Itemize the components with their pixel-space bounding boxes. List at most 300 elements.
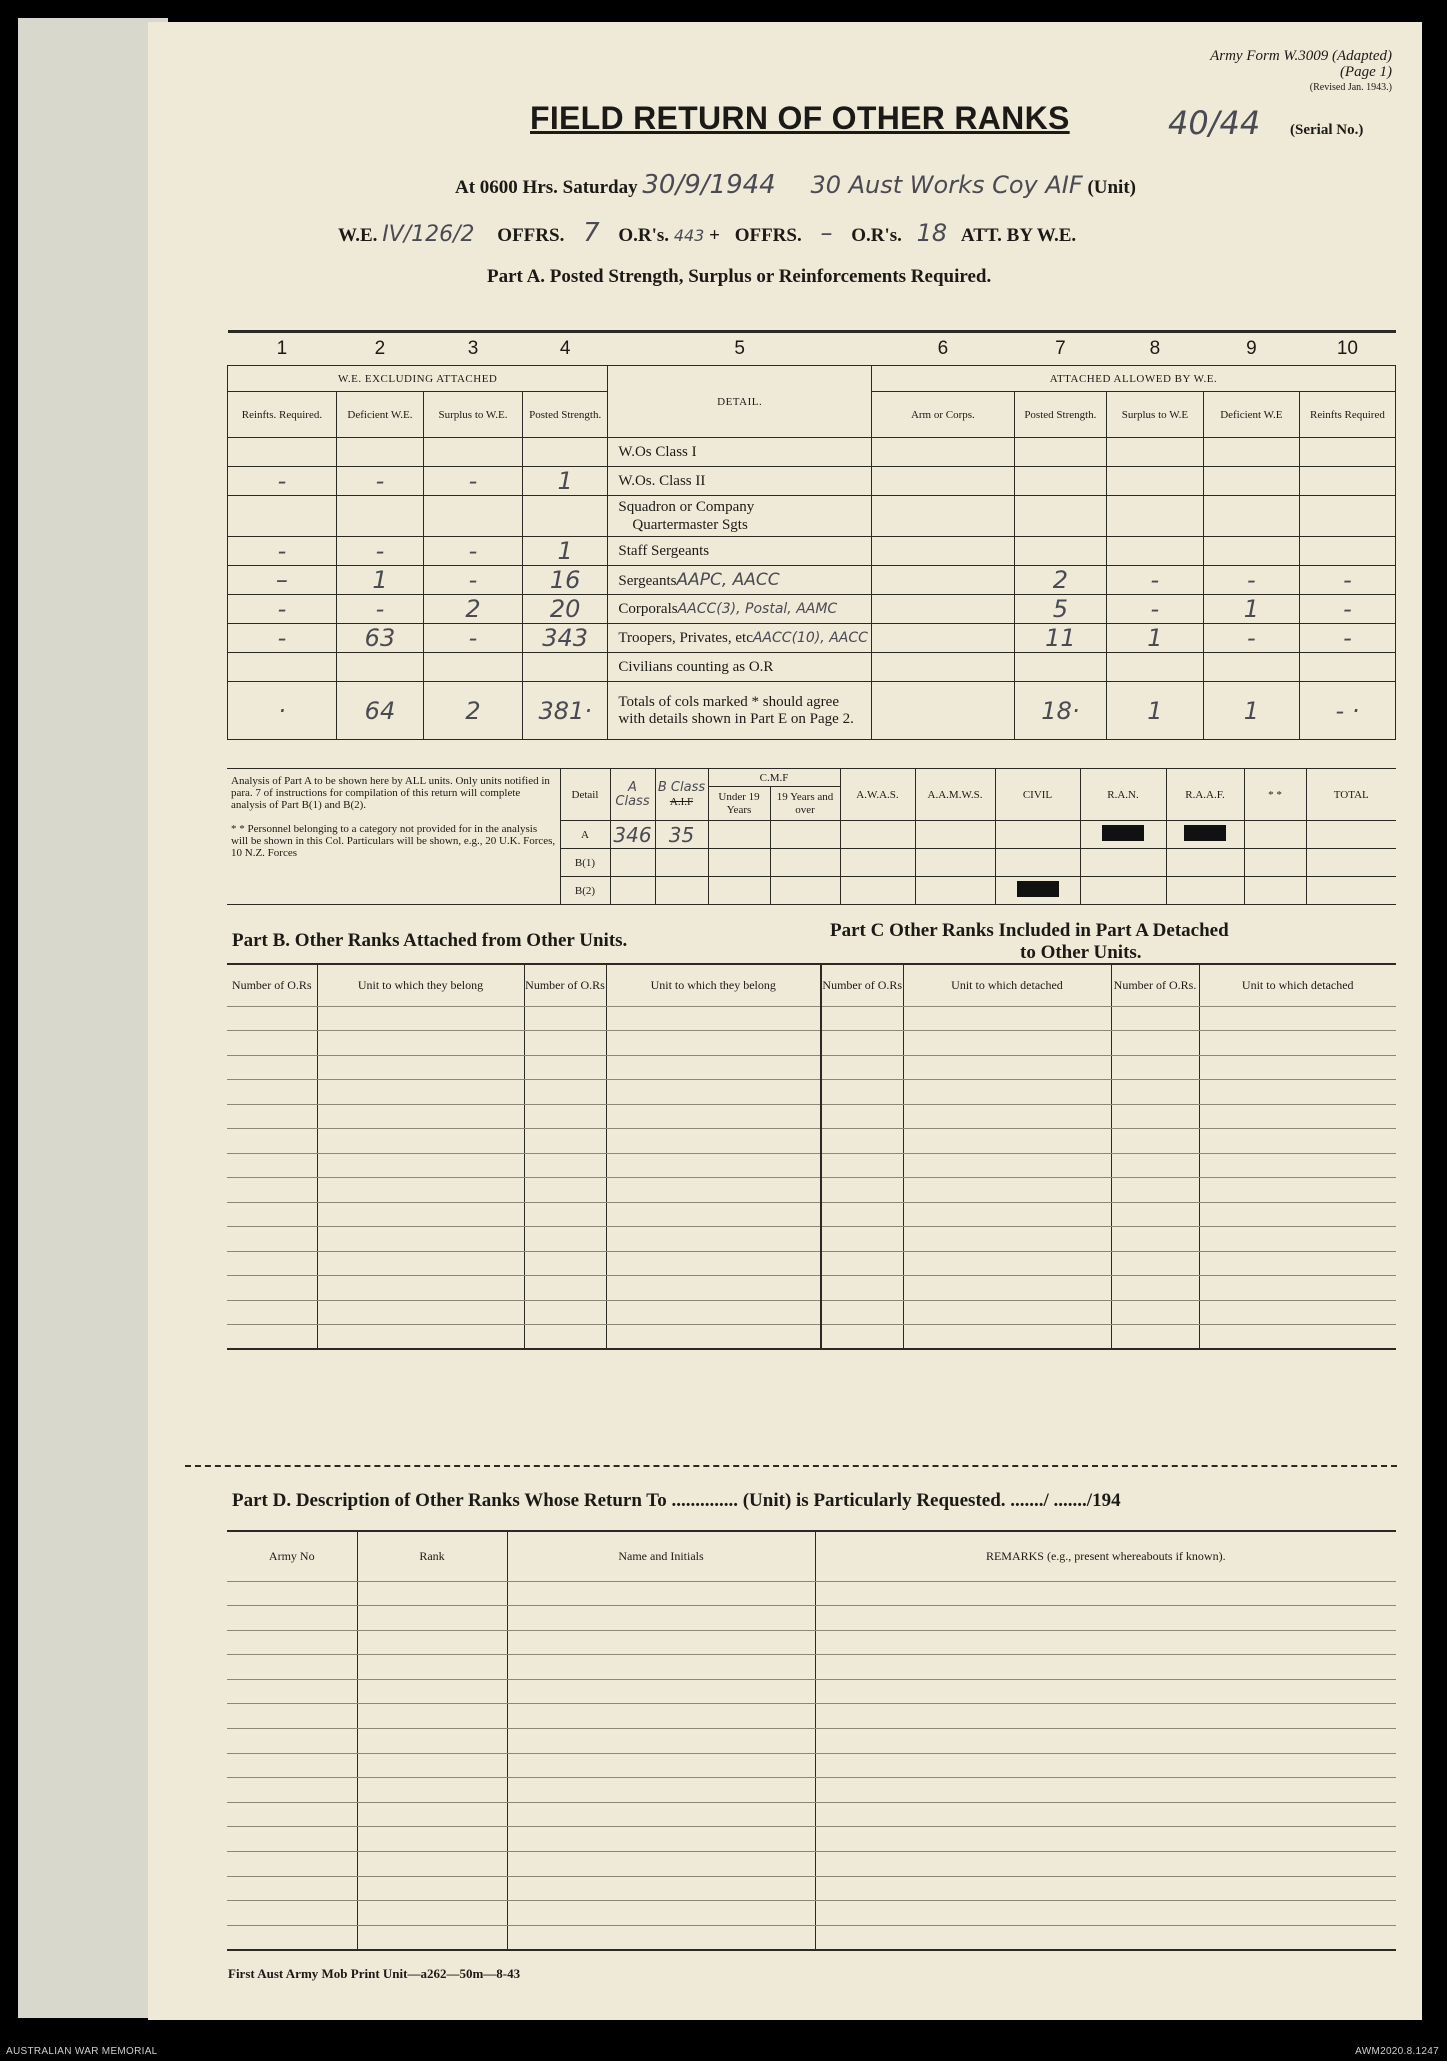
blank-cell — [524, 1178, 606, 1203]
cell — [840, 821, 915, 849]
blank-cell — [507, 1876, 815, 1901]
detail-cell: Staff Sergeants — [608, 537, 872, 566]
blank-cell — [903, 1325, 1111, 1350]
cell — [1080, 877, 1166, 905]
blank-cell — [821, 1202, 903, 1227]
blank-cell — [507, 1802, 815, 1827]
col-number: 6 — [871, 332, 1014, 366]
cell: - — [1106, 595, 1203, 624]
cell: - — [1106, 566, 1203, 595]
page-label: (Page 1) — [1339, 64, 1392, 80]
blank-cell — [1199, 1300, 1396, 1325]
blank-cell — [1111, 1031, 1199, 1056]
blank-cell — [227, 1227, 317, 1252]
blank-cell — [227, 1325, 317, 1350]
blank-row — [227, 1325, 1396, 1350]
blank-cell — [357, 1679, 507, 1704]
blank-cell — [1111, 1251, 1199, 1276]
group-we-excluding: W.E. EXCLUDING ATTACHED — [228, 366, 608, 392]
cell — [871, 438, 1014, 467]
blank-cell — [227, 1581, 357, 1606]
over19-label: 19 Years and over — [770, 787, 840, 821]
part-c-title-line: to Other Units. — [1020, 942, 1142, 963]
cell — [424, 496, 523, 537]
blank-cell — [357, 1802, 507, 1827]
part-a-table — [227, 330, 1396, 740]
we-handwritten: IV/126/2 — [382, 222, 475, 247]
detail-label: Troopers, Privates, etc — [618, 629, 753, 646]
cell: 63 — [336, 624, 423, 653]
cell — [424, 653, 523, 682]
cell: - — [228, 467, 337, 496]
blank-cell — [507, 1753, 815, 1778]
table-row — [228, 467, 1396, 496]
blank-cell — [317, 1227, 524, 1252]
blank-cell — [1199, 1129, 1396, 1154]
blank-cell — [815, 1876, 1396, 1901]
cell: 5 — [1014, 595, 1106, 624]
detail-line: Quartermaster Sgts — [632, 517, 748, 533]
cell — [522, 438, 608, 467]
blank-cell — [821, 1178, 903, 1203]
cell — [610, 877, 655, 905]
analysis-note: * * Personnel belonging to a category not provided for in the analysis will be shown in this Col. Particulars will be shown, e.g., 20 U.K. Forces, 10 N.Z. Forces — [231, 823, 556, 859]
blank-cell — [317, 1153, 524, 1178]
table-row — [228, 566, 1396, 595]
detail-cell: Civilians counting as O.R — [608, 653, 872, 682]
blank-cell — [317, 1080, 524, 1105]
blank-cell — [357, 1606, 507, 1631]
offrs2-label: OFFRS. — [734, 225, 802, 246]
ors2-label: O.R's. — [851, 225, 902, 246]
blank-cell — [357, 1901, 507, 1926]
blank-cell — [1199, 1178, 1396, 1203]
cell — [1014, 467, 1106, 496]
blank-cell — [357, 1852, 507, 1877]
cell — [1299, 653, 1395, 682]
cell — [1166, 877, 1244, 905]
cell — [522, 496, 608, 537]
blank-cell — [1111, 1178, 1199, 1203]
blank-row — [227, 1606, 1396, 1631]
cell — [655, 849, 708, 877]
part-d-header-row — [227, 1531, 1396, 1581]
cell: - — [336, 467, 423, 496]
blank-cell — [1111, 1055, 1199, 1080]
blank-cell — [606, 1251, 821, 1276]
col-number: 2 — [336, 332, 423, 366]
blank-cell — [227, 1704, 357, 1729]
row-label: A — [560, 821, 610, 849]
blank-row — [227, 1630, 1396, 1655]
cell — [1306, 849, 1396, 877]
blank-cell — [815, 1581, 1396, 1606]
blank-cell — [507, 1729, 815, 1754]
blank-row — [227, 1876, 1396, 1901]
blank-cell — [357, 1729, 507, 1754]
cell — [915, 877, 995, 905]
col-header: Unit to which detached — [903, 964, 1111, 1006]
blank-row — [227, 1300, 1396, 1325]
blank-cell — [606, 1178, 821, 1203]
cell — [770, 821, 840, 849]
blank-cell — [1199, 1080, 1396, 1105]
offrs-handwritten: 7 — [583, 218, 600, 248]
blank-cell — [821, 1031, 903, 1056]
blank-cell — [227, 1055, 317, 1080]
blank-row — [227, 1729, 1396, 1754]
col-header: Deficient W.E. — [336, 392, 423, 438]
blank-cell — [507, 1827, 815, 1852]
blank-row — [227, 1827, 1396, 1852]
raaf-label: R.A.A.F. — [1166, 769, 1244, 821]
table-row — [228, 595, 1396, 624]
blank-cell — [227, 1655, 357, 1680]
cell — [871, 624, 1014, 653]
analysis-table — [227, 768, 1396, 905]
blank-cell — [821, 1055, 903, 1080]
col-header: Posted Strength. — [522, 392, 608, 438]
cell: 1 — [1203, 682, 1299, 740]
blank-cell — [606, 1129, 821, 1154]
col-header: Arm or Corps. — [871, 392, 1014, 438]
blank-cell — [903, 1129, 1111, 1154]
blank-cell — [227, 1778, 357, 1803]
blank-cell — [606, 1055, 821, 1080]
cell: 1 — [336, 566, 423, 595]
blank-cell — [227, 1104, 317, 1129]
blank-cell — [357, 1778, 507, 1803]
blank-row — [227, 1006, 1396, 1031]
blank-cell — [524, 1227, 606, 1252]
cell: – — [228, 566, 337, 595]
blank-row — [227, 1901, 1396, 1926]
blank-cell — [317, 1251, 524, 1276]
cell — [1014, 496, 1106, 537]
cell — [871, 566, 1014, 595]
blank-cell — [357, 1704, 507, 1729]
col-number: 1 — [228, 332, 337, 366]
date-handwritten: 30/9/1944 — [642, 170, 776, 200]
col-number: 8 — [1106, 332, 1203, 366]
blank-row — [227, 1153, 1396, 1178]
blank-cell — [606, 1031, 821, 1056]
blank-cell — [227, 1251, 317, 1276]
col-header: Rank — [357, 1531, 507, 1581]
blank-cell — [507, 1704, 815, 1729]
cell — [1106, 653, 1203, 682]
cell: 2 — [424, 595, 523, 624]
blank-cell — [821, 1300, 903, 1325]
blank-cell — [821, 1104, 903, 1129]
blank-cell — [1199, 1325, 1396, 1350]
blank-cell — [524, 1276, 606, 1301]
blank-cell — [1199, 1153, 1396, 1178]
blank-cell — [227, 1202, 317, 1227]
detail-header: DETAIL. — [608, 366, 872, 438]
cell: - — [336, 537, 423, 566]
blank-cell — [606, 1227, 821, 1252]
cell — [424, 438, 523, 467]
blank-row — [227, 1202, 1396, 1227]
cell: - — [424, 467, 523, 496]
cell: - — [1299, 624, 1395, 653]
blank-cell — [815, 1901, 1396, 1926]
cell: - — [424, 566, 523, 595]
ran-label: R.A.N. — [1080, 769, 1166, 821]
cell — [1203, 537, 1299, 566]
cell: - — [1299, 595, 1395, 624]
offrs-label: OFFRS. — [497, 225, 565, 246]
cell — [871, 653, 1014, 682]
col-number: 9 — [1203, 332, 1299, 366]
detail-cell — [608, 595, 872, 624]
col-header: Reinfts. Required. — [228, 392, 337, 438]
other-label: * * — [1244, 769, 1306, 821]
blank-cell — [227, 1827, 357, 1852]
ors2-handwritten: 18 — [916, 219, 948, 247]
blank-cell — [357, 1581, 507, 1606]
awas-label: A.W.A.S. — [840, 769, 915, 821]
blacked-out-block — [1102, 825, 1144, 841]
footer-id: AWM2020.8.1247 — [1355, 2046, 1439, 2057]
blank-cell — [606, 1006, 821, 1031]
blank-row — [227, 1704, 1396, 1729]
col-header: Number of O.Rs — [227, 964, 317, 1006]
blank-cell — [606, 1104, 821, 1129]
cell: 1 — [1106, 624, 1203, 653]
cell — [708, 877, 770, 905]
cell: - — [424, 537, 523, 566]
col-header: Number of O.Rs — [524, 964, 606, 1006]
cell: 381· — [522, 682, 608, 740]
blank-cell — [357, 1876, 507, 1901]
blank-cell — [227, 1300, 317, 1325]
cell — [228, 653, 337, 682]
aif-label: A.I.F — [669, 795, 694, 808]
blank-cell — [1199, 1276, 1396, 1301]
blank-cell — [524, 1153, 606, 1178]
part-b-title: Part B. Other Ranks Attached from Other Units. — [232, 930, 628, 951]
blank-cell — [606, 1325, 821, 1350]
blank-row — [227, 1104, 1396, 1129]
blank-cell — [1199, 1006, 1396, 1031]
blank-cell — [1111, 1276, 1199, 1301]
form-number: Army Form W.3009 (Adapted) — [1210, 48, 1392, 64]
cell — [1299, 496, 1395, 537]
cell — [708, 821, 770, 849]
blank-cell — [524, 1080, 606, 1105]
blank-cell — [903, 1055, 1111, 1080]
cell — [1106, 537, 1203, 566]
cell — [1014, 537, 1106, 566]
blank-cell — [1111, 1104, 1199, 1129]
cell — [871, 467, 1014, 496]
blank-cell — [227, 1129, 317, 1154]
part-d-table — [227, 1530, 1396, 1951]
blank-row — [227, 1925, 1396, 1950]
cell — [1203, 438, 1299, 467]
blank-cell — [227, 1901, 357, 1926]
detail-label: Detail — [560, 769, 610, 821]
blank-cell — [317, 1006, 524, 1031]
totals-detail: Totals of cols marked * should agree with details shown in Part E on Page 2. — [608, 682, 872, 740]
blank-cell — [227, 1606, 357, 1631]
blank-cell — [821, 1129, 903, 1154]
cell — [1244, 877, 1306, 905]
blank-cell — [317, 1129, 524, 1154]
plus-sign: + — [709, 225, 720, 246]
cell — [770, 877, 840, 905]
detail-label: Corporals — [618, 600, 678, 617]
blank-cell — [815, 1925, 1396, 1950]
blank-row — [227, 1031, 1396, 1056]
blank-cell — [903, 1031, 1111, 1056]
col-header: Unit to which detached — [1199, 964, 1396, 1006]
b-class-handwritten: B Class — [657, 779, 706, 795]
blank-cell — [821, 1006, 903, 1031]
cell — [1080, 821, 1166, 849]
cell: 343 — [522, 624, 608, 653]
cell: 35 — [655, 821, 708, 849]
blank-cell — [317, 1276, 524, 1301]
blank-cell — [1199, 1227, 1396, 1252]
cell: - — [228, 624, 337, 653]
blank-cell — [317, 1031, 524, 1056]
cell — [522, 653, 608, 682]
detail-label: Sergeants — [618, 573, 677, 589]
time-label: At 0600 Hrs. Saturday — [455, 177, 638, 198]
part-b-c-body — [227, 1006, 1396, 1349]
cell — [708, 849, 770, 877]
cell: · — [228, 682, 337, 740]
col-header: Posted Strength. — [1014, 392, 1106, 438]
cell — [610, 849, 655, 877]
cell — [995, 877, 1080, 905]
cell — [1299, 467, 1395, 496]
cell — [655, 877, 708, 905]
blank-cell — [815, 1630, 1396, 1655]
table-row — [228, 653, 1396, 682]
blank-cell — [524, 1055, 606, 1080]
aamws-label: A.A.M.W.S. — [915, 769, 995, 821]
col-header: Reinfts Required — [1299, 392, 1395, 438]
blank-cell — [227, 1753, 357, 1778]
cell — [1166, 849, 1244, 877]
date-line — [455, 170, 1136, 200]
part-c-title — [830, 920, 1229, 964]
we-label: W.E. — [338, 225, 378, 246]
blank-row — [227, 1655, 1396, 1680]
part-a-title: Part A. Posted Strength, Surplus or Reinforcements Required. — [487, 266, 992, 287]
blank-cell — [815, 1778, 1396, 1803]
blank-cell — [317, 1178, 524, 1203]
blank-row — [227, 1227, 1396, 1252]
col-number: 7 — [1014, 332, 1106, 366]
dashed-divider — [185, 1465, 1397, 1467]
col-header: Deficient W.E — [1203, 392, 1299, 438]
cell — [1306, 877, 1396, 905]
blank-cell — [903, 1153, 1111, 1178]
blank-cell — [507, 1655, 815, 1680]
blacked-out-block — [1184, 825, 1226, 841]
establishment-line — [338, 218, 1076, 248]
analysis-note: Analysis of Part A to be shown here by ALL units. Only units notified in para. 7 of instructions for compilation of this return will complete analysis of Part B(1) and B(2). — [231, 775, 550, 811]
blank-cell — [903, 1276, 1111, 1301]
blank-cell — [606, 1300, 821, 1325]
blank-cell — [1111, 1300, 1199, 1325]
col-header: Unit to which they belong — [317, 964, 524, 1006]
detail-cell: W.Os. Class II — [608, 467, 872, 496]
blank-cell — [606, 1080, 821, 1105]
blank-cell — [507, 1630, 815, 1655]
cell: - — [1203, 624, 1299, 653]
cell — [1299, 438, 1395, 467]
blank-cell — [903, 1104, 1111, 1129]
cell: - — [1203, 566, 1299, 595]
blank-cell — [507, 1852, 815, 1877]
blank-cell — [524, 1031, 606, 1056]
cell — [336, 438, 423, 467]
blank-cell — [227, 1006, 317, 1031]
blank-row — [227, 1178, 1396, 1203]
aif-column — [655, 769, 708, 821]
cell — [1080, 849, 1166, 877]
offrs2-handwritten: – — [820, 219, 833, 247]
blank-cell — [317, 1202, 524, 1227]
table-row — [228, 438, 1396, 467]
cell: - — [336, 595, 423, 624]
cell: - · — [1299, 682, 1395, 740]
blank-cell — [1111, 1129, 1199, 1154]
blank-row — [227, 1852, 1396, 1877]
detail-cell: W.Os Class I — [608, 438, 872, 467]
blank-cell — [227, 1630, 357, 1655]
cell: 20 — [522, 595, 608, 624]
cell: 1 — [522, 467, 608, 496]
blank-cell — [507, 1901, 815, 1926]
cell — [871, 682, 1014, 740]
cell: - — [1299, 566, 1395, 595]
cell — [995, 849, 1080, 877]
cell: - — [424, 624, 523, 653]
under19-label: Under 19 Years — [708, 787, 770, 821]
cell — [840, 877, 915, 905]
blank-row — [227, 1778, 1396, 1803]
blank-cell — [815, 1753, 1396, 1778]
col-header: Name and Initials — [507, 1531, 815, 1581]
part-d-body — [227, 1581, 1396, 1950]
blank-cell — [227, 1925, 357, 1950]
blank-cell — [317, 1104, 524, 1129]
blank-cell — [903, 1251, 1111, 1276]
blank-row — [227, 1679, 1396, 1704]
blank-cell — [227, 1080, 317, 1105]
blank-cell — [903, 1080, 1111, 1105]
footer-credit: AUSTRALIAN WAR MEMORIAL — [6, 2046, 158, 2057]
col-number: 5 — [608, 332, 872, 366]
detail-line: Squadron or Company — [618, 499, 755, 515]
col-header: REMARKS (e.g., present whereabouts if known). — [815, 1531, 1396, 1581]
blank-cell — [357, 1655, 507, 1680]
cell: 1 — [522, 537, 608, 566]
civil-label: CIVIL — [995, 769, 1080, 821]
blank-cell — [903, 1300, 1111, 1325]
row-label: B(2) — [560, 877, 610, 905]
blank-row — [227, 1251, 1396, 1276]
blank-cell — [1199, 1251, 1396, 1276]
cell: 11 — [1014, 624, 1106, 653]
